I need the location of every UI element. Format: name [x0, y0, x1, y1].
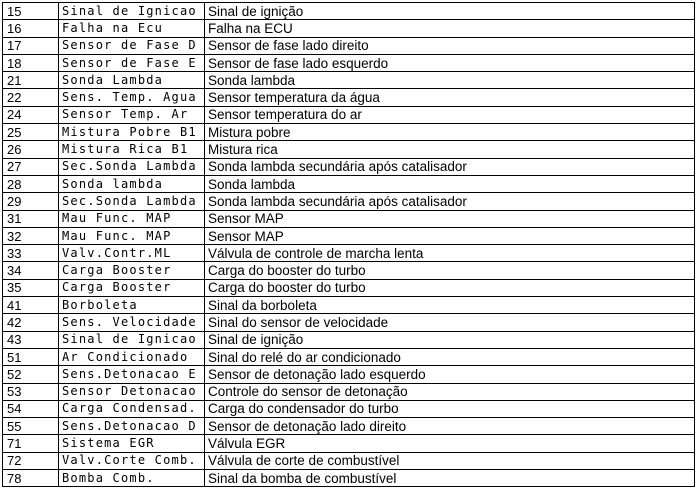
fault-code-cell: 31	[3, 210, 59, 227]
fault-code-cell: 16	[3, 20, 59, 37]
display-label-cell: Carga Condensad.	[59, 400, 205, 417]
display-label-cell: Sinal de Ignicao	[59, 331, 205, 348]
table-row	[3, 54, 695, 71]
table-row	[3, 227, 695, 244]
table-row	[3, 106, 695, 123]
fault-code-cell: 15	[3, 3, 59, 20]
table-row	[3, 124, 695, 141]
display-label-cell: Ar Condicionado	[59, 348, 205, 365]
display-label-cell: Sens.Detonacao E	[59, 366, 205, 383]
fault-code-cell: 18	[3, 54, 59, 71]
fault-code-table	[2, 2, 695, 487]
fault-code-table-container	[2, 2, 695, 487]
table-row	[3, 193, 695, 210]
description-cell: Sonda lambda	[205, 72, 695, 89]
display-label-cell: Carga Booster	[59, 262, 205, 279]
table-row	[3, 141, 695, 158]
fault-code-cell: 34	[3, 262, 59, 279]
table-row	[3, 297, 695, 314]
display-label-cell: Sec.Sonda Lambda	[59, 193, 205, 210]
description-cell: Sinal de ignição	[205, 3, 695, 20]
table-row	[3, 158, 695, 175]
display-label-cell: Sens.Detonacao D	[59, 418, 205, 435]
description-cell: Falha na ECU	[205, 20, 695, 37]
display-label-cell: Valv.Contr.ML	[59, 245, 205, 262]
fault-code-cell: 27	[3, 158, 59, 175]
description-cell: Sensor de detonação lado esquerdo	[205, 366, 695, 383]
fault-code-cell: 78	[3, 470, 59, 487]
fault-code-cell: 22	[3, 89, 59, 106]
display-label-cell: Valv.Corte Comb.	[59, 452, 205, 469]
fault-code-cell: 26	[3, 141, 59, 158]
display-label-cell: Mau Func. MAP	[59, 210, 205, 227]
display-label-cell: Sistema EGR	[59, 435, 205, 452]
table-row	[3, 3, 695, 20]
table-row	[3, 452, 695, 469]
description-cell: Sensor MAP	[205, 227, 695, 244]
display-label-cell: Mau Func. MAP	[59, 227, 205, 244]
fault-code-cell: 43	[3, 331, 59, 348]
display-label-cell: Bomba Comb.	[59, 470, 205, 487]
description-cell: Mistura pobre	[205, 124, 695, 141]
description-cell: Sinal da borboleta	[205, 297, 695, 314]
table-row	[3, 279, 695, 296]
fault-code-cell: 29	[3, 193, 59, 210]
table-row	[3, 20, 695, 37]
description-cell: Mistura rica	[205, 141, 695, 158]
fault-code-cell: 33	[3, 245, 59, 262]
table-row	[3, 383, 695, 400]
fault-code-cell: 24	[3, 106, 59, 123]
fault-code-cell: 51	[3, 348, 59, 365]
display-label-cell: Sensor Temp. Ar	[59, 106, 205, 123]
description-cell: Sensor de fase lado direito	[205, 37, 695, 54]
description-cell: Sinal do relé do ar condicionado	[205, 348, 695, 365]
display-label-cell: Sec.Sonda Lambda	[59, 158, 205, 175]
table-row	[3, 37, 695, 54]
table-row	[3, 470, 695, 487]
fault-code-table-body	[3, 3, 695, 487]
description-cell: Sensor de fase lado esquerdo	[205, 54, 695, 71]
display-label-cell: Mistura Rica B1	[59, 141, 205, 158]
table-row	[3, 245, 695, 262]
display-label-cell: Sonda lambda	[59, 175, 205, 192]
description-cell: Válvula EGR	[205, 435, 695, 452]
display-label-cell: Falha na Ecu	[59, 20, 205, 37]
display-label-cell: Sensor de Fase E	[59, 54, 205, 71]
display-label-cell: Sensor Detonacao	[59, 383, 205, 400]
display-label-cell: Carga Booster	[59, 279, 205, 296]
fault-code-cell: 21	[3, 72, 59, 89]
table-row	[3, 418, 695, 435]
fault-code-cell: 41	[3, 297, 59, 314]
fault-code-cell: 25	[3, 124, 59, 141]
fault-code-cell: 32	[3, 227, 59, 244]
display-label-cell: Sens. Temp. Agua	[59, 89, 205, 106]
fault-code-cell: 28	[3, 175, 59, 192]
fault-code-cell: 52	[3, 366, 59, 383]
table-row	[3, 348, 695, 365]
description-cell: Sinal de ignição	[205, 331, 695, 348]
fault-code-cell: 54	[3, 400, 59, 417]
description-cell: Sensor de detonação lado direito	[205, 418, 695, 435]
description-cell: Sonda lambda secundária após catalisador	[205, 158, 695, 175]
description-cell: Carga do booster do turbo	[205, 279, 695, 296]
table-row	[3, 262, 695, 279]
fault-code-cell: 53	[3, 383, 59, 400]
description-cell: Controle do sensor de detonação	[205, 383, 695, 400]
display-label-cell: Mistura Pobre B1	[59, 124, 205, 141]
table-row	[3, 331, 695, 348]
display-label-cell: Sinal de Ignicao	[59, 3, 205, 20]
description-cell: Sensor temperatura da água	[205, 89, 695, 106]
fault-code-cell: 17	[3, 37, 59, 54]
fault-code-cell: 72	[3, 452, 59, 469]
display-label-cell: Sonda Lambda	[59, 72, 205, 89]
table-row	[3, 366, 695, 383]
description-cell: Sonda lambda	[205, 175, 695, 192]
table-row	[3, 400, 695, 417]
table-row	[3, 89, 695, 106]
description-cell: Válvula de controle de marcha lenta	[205, 245, 695, 262]
fault-code-cell: 71	[3, 435, 59, 452]
description-cell: Sinal do sensor de velocidade	[205, 314, 695, 331]
display-label-cell: Borboleta	[59, 297, 205, 314]
fault-code-cell: 55	[3, 418, 59, 435]
description-cell: Sensor temperatura do ar	[205, 106, 695, 123]
fault-code-cell: 42	[3, 314, 59, 331]
table-row	[3, 210, 695, 227]
description-cell: Sonda lambda secundária após catalisador	[205, 193, 695, 210]
description-cell: Válvula de corte de combustível	[205, 452, 695, 469]
table-row	[3, 435, 695, 452]
table-row	[3, 314, 695, 331]
table-row	[3, 175, 695, 192]
description-cell: Carga do booster do turbo	[205, 262, 695, 279]
fault-code-cell: 35	[3, 279, 59, 296]
display-label-cell: Sens. Velocidade	[59, 314, 205, 331]
description-cell: Carga do condensador do turbo	[205, 400, 695, 417]
display-label-cell: Sensor de Fase D	[59, 37, 205, 54]
description-cell: Sinal da bomba de combustível	[205, 470, 695, 487]
table-row	[3, 72, 695, 89]
description-cell: Sensor MAP	[205, 210, 695, 227]
